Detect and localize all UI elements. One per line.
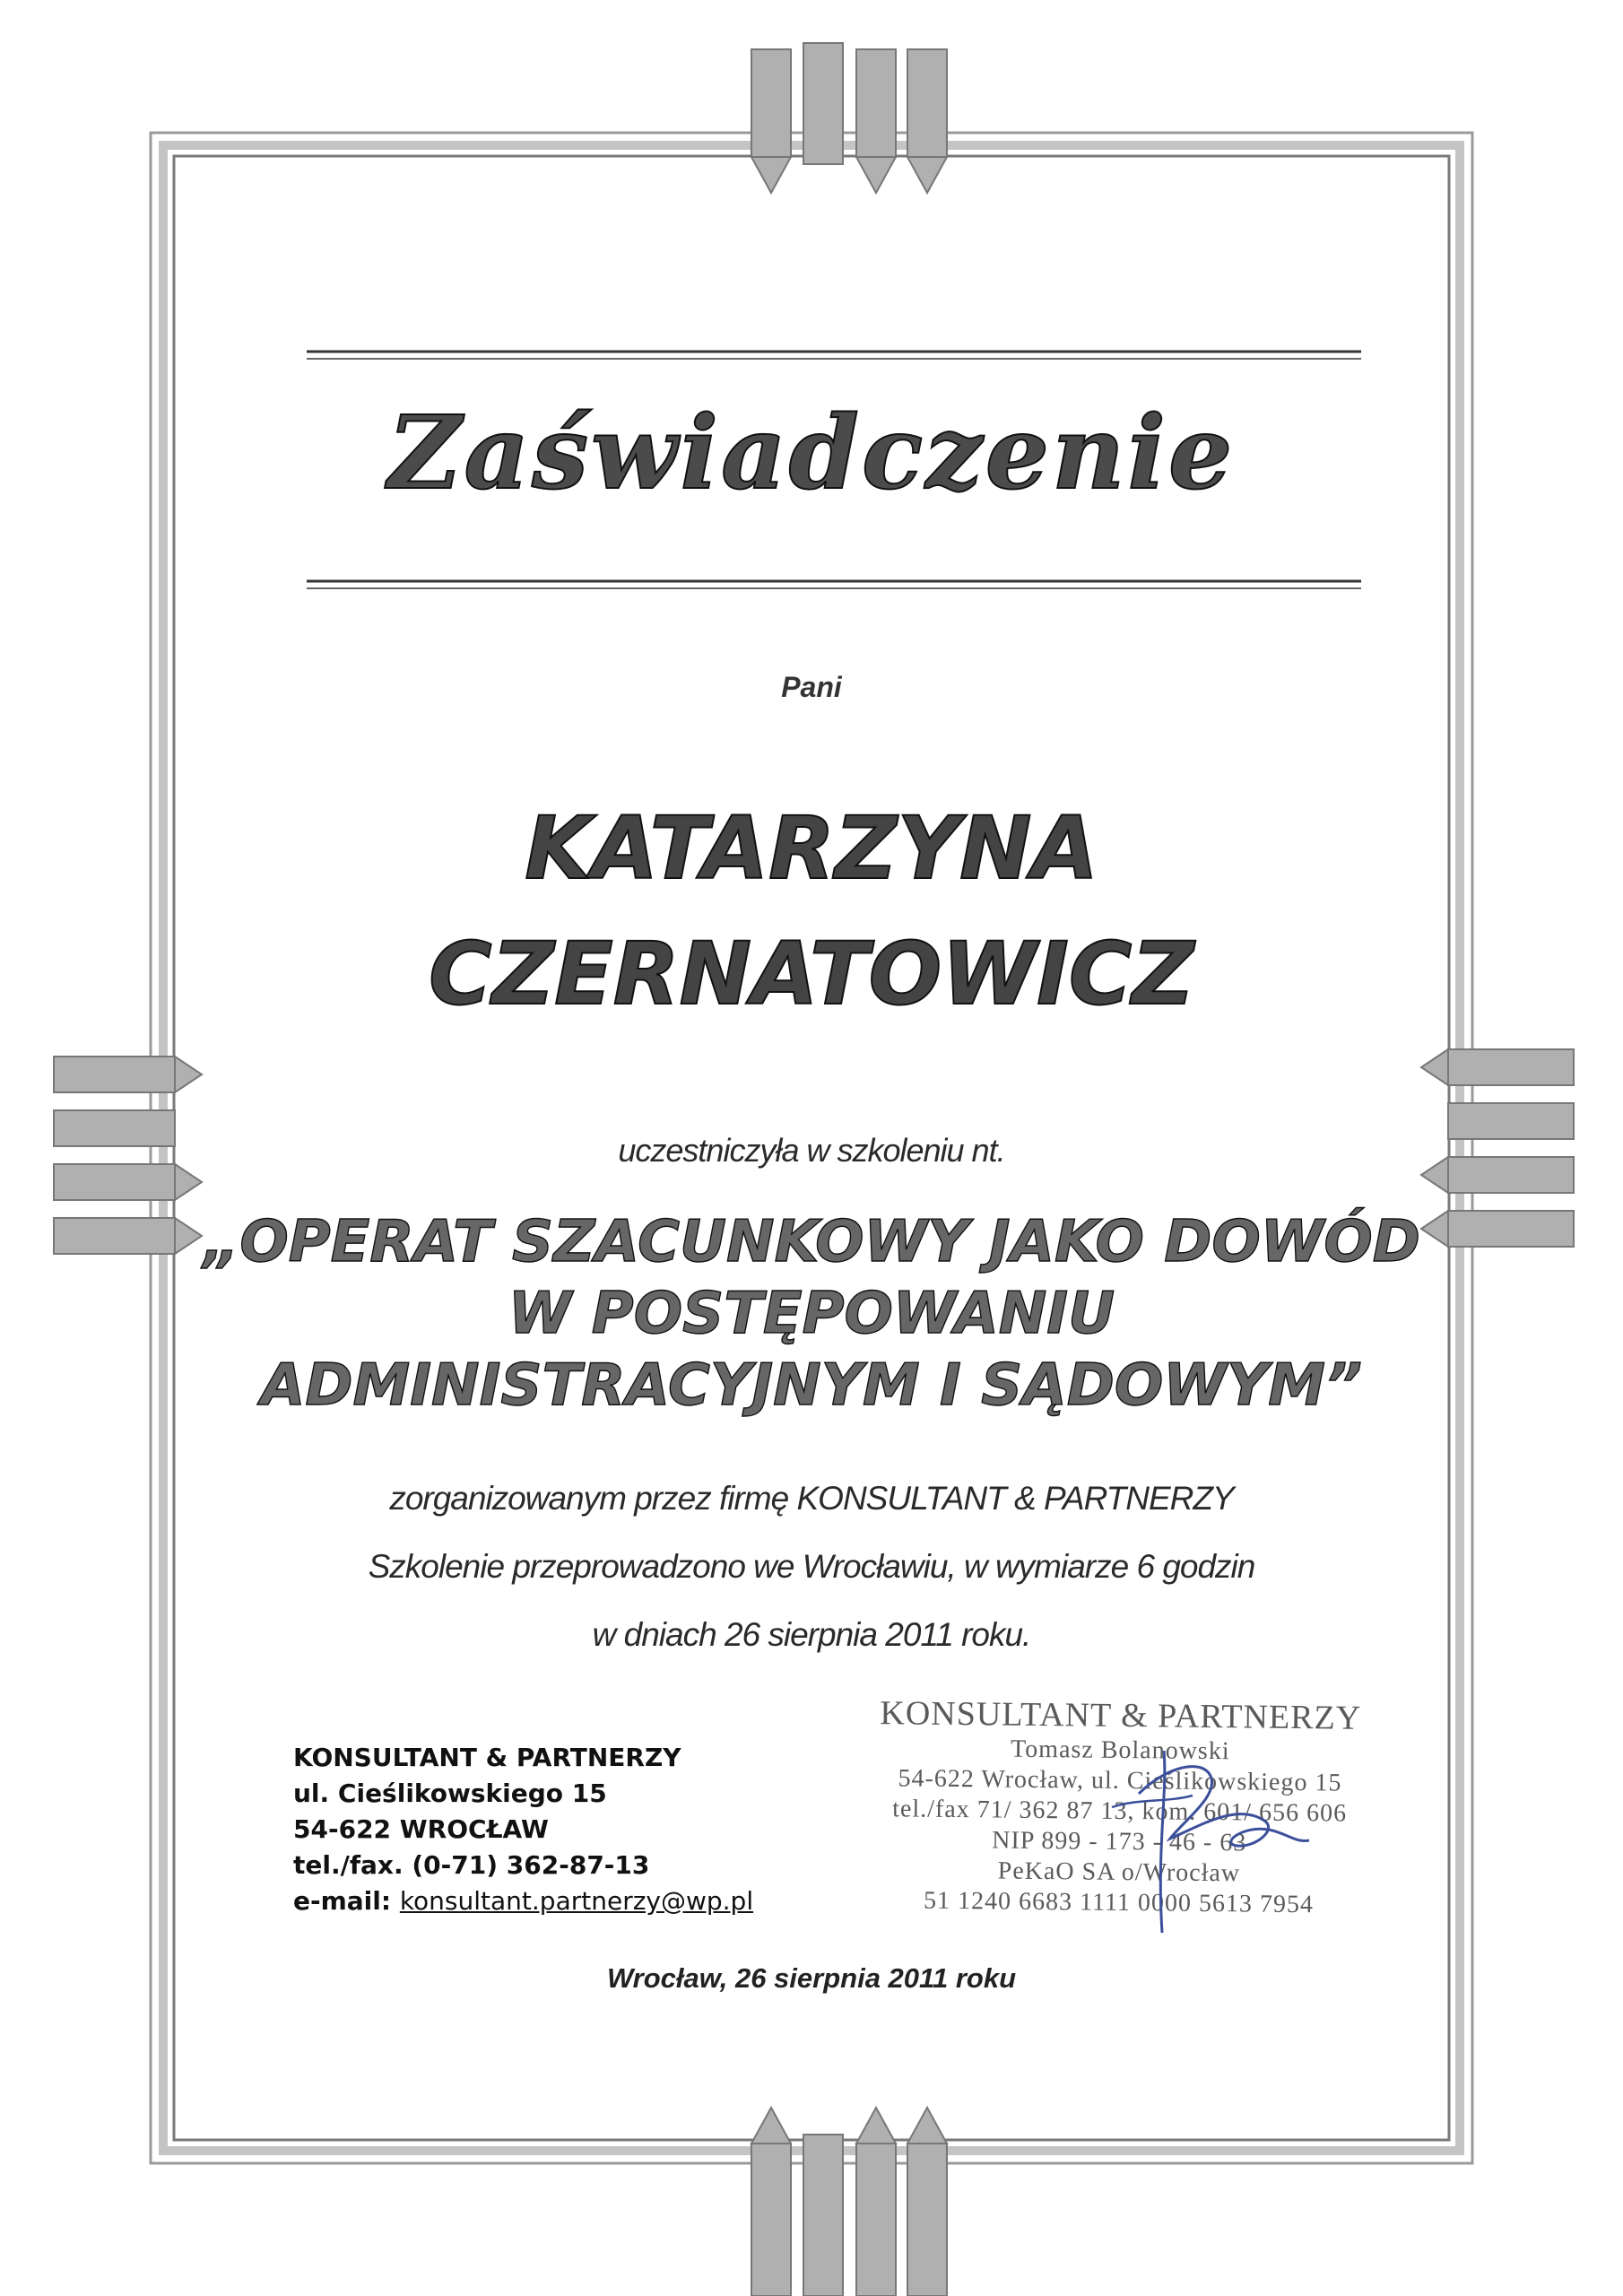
- training-date-line: w dniach 26 sierpnia 2011 roku.: [592, 1616, 1031, 1653]
- training-details-line: Szkolenie przeprowadzono we Wrocławiu, w wymiarze 6 godzin: [368, 1548, 1255, 1585]
- course-title-line-3: ADMINISTRACYJNYM I SĄDOWYM”: [260, 1352, 1363, 1419]
- contact-email-link[interactable]: konsultant.partnerzy@wp.pl: [399, 1886, 754, 1916]
- stamp-bank: PeKaO SA o/Wrocław: [997, 1857, 1241, 1888]
- stamp-person: Tomasz Bolanowski: [1010, 1735, 1230, 1766]
- stamp-account: 51 1240 6683 1111 0000 5613 7954: [923, 1886, 1315, 1919]
- organizer-line: zorganizowanym przez firmę KONSULTANT & PARTNERZY: [389, 1480, 1234, 1517]
- salutation: Pani: [781, 671, 842, 703]
- course-title-line-1: „OPERAT SZACUNKOWY JAKO DOWÓD: [203, 1209, 1420, 1275]
- participation-text: uczestniczyła w szkoleniu nt.: [618, 1132, 1005, 1169]
- bottom-ornament: [751, 2108, 947, 2296]
- contact-street: ul. Cieślikowskiego 15: [293, 1779, 607, 1808]
- recipient-first-name: KATARZYNA: [525, 798, 1098, 899]
- stamp-company: KONSULTANT & PARTNERZY: [880, 1694, 1362, 1737]
- recipient-last-name: CZERNATOWICZ: [429, 924, 1194, 1024]
- top-ornament: [751, 43, 947, 193]
- contact-email-row: [293, 1883, 795, 1919]
- contact-block: [293, 1740, 795, 1919]
- place-and-date: Wrocław, 26 sierpnia 2011 roku: [606, 1962, 1017, 1994]
- stamp-nip: NIP 899 - 173 - 46 - 63: [992, 1826, 1247, 1857]
- course-title-line-2: W POSTĘPOWANIU: [508, 1281, 1115, 1347]
- stamp-phone: tel./fax 71/ 362 87 13, kom. 601/ 656 606: [892, 1795, 1348, 1828]
- contact-email-label: e-mail:: [293, 1886, 392, 1916]
- contact-phone: tel./fax. (0-71) 362-87-13: [293, 1850, 650, 1880]
- signature-mark: [1085, 1740, 1318, 1946]
- contact-company: KONSULTANT & PARTNERZY: [293, 1743, 681, 1772]
- contact-city: 54-622 WROCŁAW: [293, 1814, 549, 1844]
- certificate-title: Zaświadczenie: [387, 395, 1236, 512]
- stamp-address: 54-622 Wrocław, ul. Cieślikowskiego 15: [898, 1764, 1342, 1797]
